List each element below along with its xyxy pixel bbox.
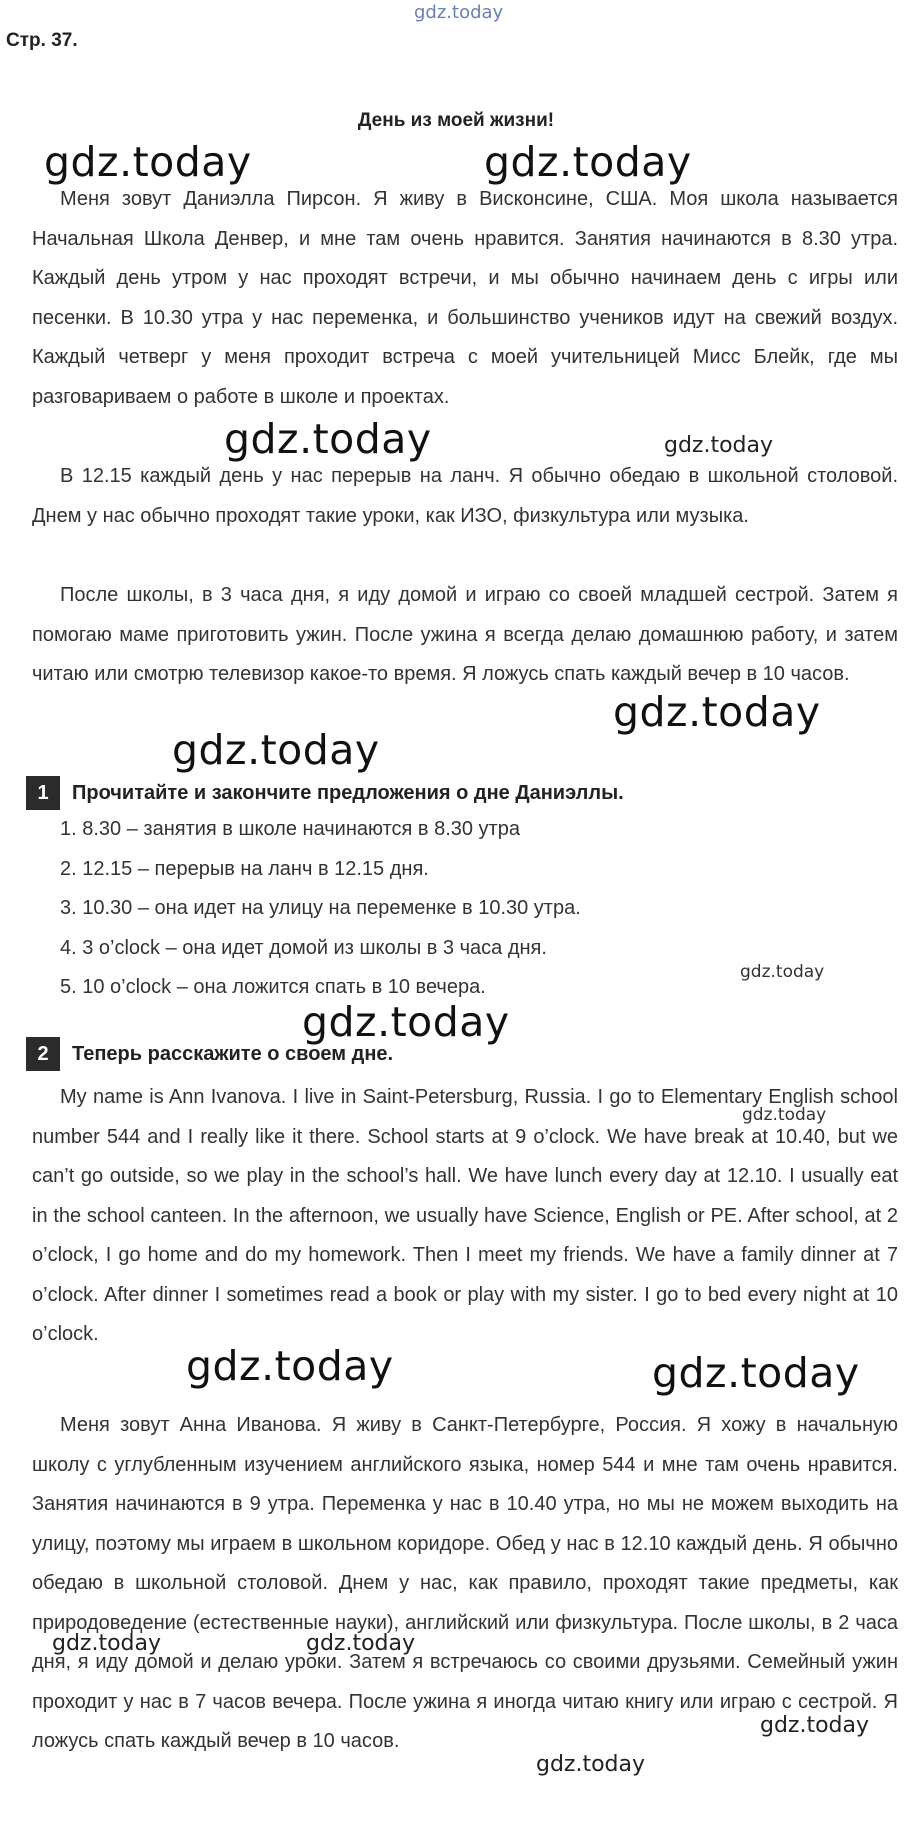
watermark: gdz.today — [52, 1631, 162, 1656]
text-paragraph-2: В 12.15 каждый день у нас перерыв на ланч. Я обычно обедаю в школьной столовой. Днем у нас обычно проходят такие уроки, как ИЗО, физкультура или музыка. — [32, 465, 898, 527]
watermark: gdz.today — [613, 688, 821, 736]
watermark: gdz.today — [186, 1342, 394, 1390]
page-reference: Стр. 37. — [6, 30, 78, 51]
list-item: 5. 10 o’clock – она ложится спать в 10 вечера. — [60, 976, 486, 998]
text-paragraph-3: После школы, в 3 часа дня, я иду домой и играю со своей младшей сестрой. Затем я помогаю маме приготовить ужин. После ужина я всегда делаю домашнюю работу, и затем читаю или смотрю телевизор какое-то время. Я ложусь спать каждый вечер в 10 часов. — [32, 584, 898, 685]
watermark: gdz.today — [664, 433, 774, 458]
task-2-heading: Теперь расскажите о своем дне. — [72, 1042, 394, 1065]
watermark: gdz.today — [44, 138, 252, 186]
watermark: gdz.today — [306, 1631, 416, 1656]
list-item: 4. 3 o’clock – она идет домой из школы в 3 часа дня. — [60, 936, 547, 959]
task-1-heading: Прочитайте и закончите предложения о дне Даниэллы. — [72, 781, 624, 804]
watermark: gdz.today — [742, 1105, 827, 1125]
task-1-number-badge: 1 — [26, 776, 60, 810]
list-item: 3. 10.30 – она идет на улицу на переменке в 10.30 утра. — [60, 897, 581, 919]
watermark: gdz.today — [740, 962, 825, 982]
task-2-answer-english: My name is Ann Ivanova. I live in Saint-Petersburg, Russia. I go to Elementary English school number 544 and I really like it there. School starts at 9 o’clock. We have break at 10.40, but we can’t go outside, so we play in the school’s hall. We have lunch every day at 12.10. I usually eat in the school canteen. In the afternoon, we usually have Science, English or PE. After school, at 2 o’clock, I go home and do my homework. Then I meet my friends. We have a family dinner at 7 o’clock. After dinner I sometimes read a book or play with my sister. I go to bed every night at 10 o’clock. — [32, 1086, 898, 1345]
watermark: gdz.today — [224, 415, 432, 463]
list-item: 1. 8.30 – занятия в школе начинаются в 8.30 утра — [60, 818, 520, 840]
text-title: День из моей жизни! — [357, 110, 555, 131]
list-item: 2. 12.15 – перерыв на ланч в 12.15 дня. — [60, 857, 429, 880]
watermark: gdz.today — [484, 138, 692, 186]
task-1-header — [26, 776, 624, 810]
watermark: gdz.today — [172, 726, 380, 774]
watermark: gdz.today — [760, 1713, 870, 1738]
text-paragraph-1: Меня зовут Даниэлла Пирсон. Я живу в Висконсине, США. Моя школа называется Начальная Школа Денвер, и мне там очень нравится. Занятия начинаются в 8.30 утра. Каждый день утром у нас проходят встречи, и мы обычно начинаем день с игры или песенки. В 10.30 утра у нас переменка, и большинство учеников идут на свежий воздух. Каждый четверг у меня проходит встреча с моей учительницей Мисс Блейк, где мы разговариваем о работе в школе и проектах. — [32, 188, 898, 408]
task-2-answer-russian: Меня зовут Анна Иванова. Я живу в Санкт-Петербурге, Россия. Я хожу в начальную школу с углубленным изучением английского языка, номер 544 и мне там очень нравится. Занятия начинаются в 9 утра. Переменка у нас в 10.40 утра, но мы не можем выходить на улицу, поэтому мы играем в школьном коридоре. Обед у нас в 12.10 каждый день. Я обычно обедаю в школьной столовой. Днем у нас, как правило, проходят такие предметы, как природоведение (естественные науки), английский или физкультура. После школы, в 2 часа дня, я иду домой и делаю уроки. Затем я встречаюсь со своими друзьями. Семейный ужин проходит у нас в 7 часов вечера. После ужина я иногда читаю книгу или играю с сестрой. Я ложусь спать каждый вечер в 10 часов. — [32, 1414, 898, 1752]
watermark: gdz.today — [414, 2, 504, 23]
watermark: gdz.today — [536, 1752, 646, 1777]
watermark: gdz.today — [652, 1349, 860, 1397]
task-1-answer-list — [60, 810, 581, 1008]
task-2-number-badge: 2 — [26, 1037, 60, 1071]
watermark: gdz.today — [302, 998, 510, 1046]
